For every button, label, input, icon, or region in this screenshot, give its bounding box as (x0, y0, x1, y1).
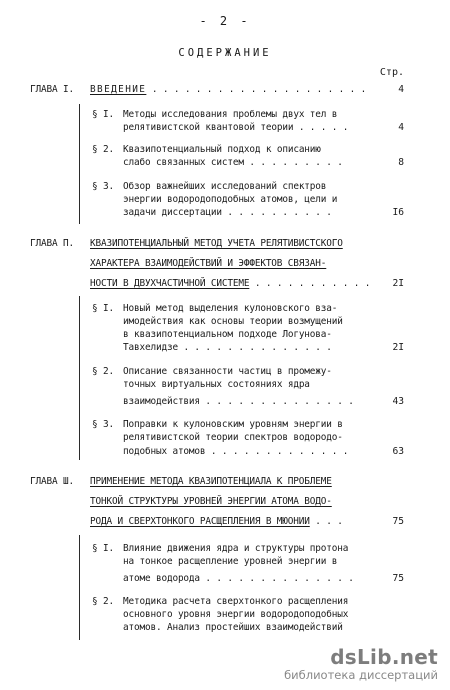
page-number: - 2 - (199, 14, 251, 28)
ch3-sec1-line1: Влияние движения ядра и структуры протона (123, 543, 349, 554)
chapter-2-page: 2I (392, 278, 404, 289)
page-column-label: Стр. (379, 67, 404, 78)
ch2-sec3-page: 63 (392, 446, 404, 457)
chapter-2-title-line1: КВАЗИПОТЕНЦИАЛЬНЫЙ МЕТОД УЧЕТА РЕЛЯТИВИСТСКОГО (90, 238, 343, 249)
chapter-3-title-line2: ТОНКОЙ СТРУКТУРЫ УРОВНЕЙ ЭНЕРГИИ АТОМА ВОДО- (90, 496, 332, 507)
ch2-sec2-page: 43 (392, 396, 404, 407)
ch2-sec2-line3: взаимодействия . . . . . . . . . . . . . . (123, 396, 354, 407)
ch2-sec1-line4: Тавхелидзе . . . . . . . . . . . . . . (123, 342, 332, 353)
ch2-sec1-line2: имодействия как основы теории возмущений (123, 316, 343, 327)
chapter-3-page: 75 (392, 516, 404, 527)
ch2-sec2-num: § 2. (92, 366, 114, 377)
ch2-sec1-page: 2I (392, 342, 404, 353)
watermark (284, 646, 438, 682)
ch2-sec2-line2: точных виртуальных состояниях ядра (123, 379, 310, 390)
chapter-2-bracket (79, 296, 80, 460)
ch2-sec2-line1: Описание связанности частиц в промежу- (123, 366, 332, 377)
ch3-sec2-line2: основного уровня энергии водородоподобных (123, 609, 349, 620)
page-title: СОДЕРЖАНИЕ (178, 47, 272, 59)
chapter-1-page: 4 (398, 84, 404, 95)
ch1-sec3-num: § 3. (92, 181, 114, 192)
chapter-2-label: ГЛАВА П. (30, 238, 74, 249)
ch2-sec1-num: § I. (92, 303, 114, 314)
ch2-sec3-line3: подобных атомов . . . . . . . . . . . . . (123, 446, 349, 457)
chapter-3-title-line3: РОДА И СВЕРХТОНКОГО РАСЩЕПЛЕНИЯ В МЮОНИИ . . . (90, 516, 343, 527)
ch1-sec2-line1: Квазипотенциальный подход к описанию (123, 144, 321, 155)
chapter-1-title: ВВЕДЕНИЕ . . . . . . . . . . . . . . . . . . . . (90, 84, 367, 95)
chapter-1-bracket (79, 104, 80, 224)
ch1-sec3-line2: энергии водородоподобных атомов, цели и (123, 194, 338, 205)
chapter-3-title-line1: ПРИМЕНЕНИЕ МЕТОДА КВАЗИПОТЕНЦИАЛА К ПРОБЛЕМЕ (90, 476, 332, 487)
ch2-sec3-line1: Поправки к кулоновским уровням энергии в (123, 419, 343, 430)
ch2-sec3-line2: релятивистской теории спектров водородо- (123, 432, 343, 443)
ch1-sec1-num: § I. (92, 109, 114, 120)
ch3-sec2-num: § 2. (92, 596, 114, 607)
ch1-sec2-line2: слабо связанных систем . . . . . . . . . (123, 157, 343, 168)
ch2-sec1-line1: Новый метод выделения кулоновского вза- (123, 303, 338, 314)
ch3-sec1-line3: атоме водорода . . . . . . . . . . . . . . (123, 573, 354, 584)
ch3-sec2-line3: атомов. Анализ простейших взаимодействий (123, 622, 343, 633)
watermark-logo: dsLib.net (330, 645, 438, 669)
ch1-sec2-page: 8 (398, 157, 404, 168)
chapter-3-bracket (79, 535, 80, 640)
ch1-sec1-line2: релятивистской квантовой теории . . . . . (123, 122, 349, 133)
chapter-1-label: ГЛАВА I. (30, 84, 74, 95)
chapter-2-title-line3: НОСТИ В ДВУХЧАСТИЧНОЙ СИСТЕМЕ . . . . . . . . . . . (90, 278, 371, 289)
ch1-sec3-line1: Обзор важнейших исследований спектров (123, 181, 327, 192)
ch2-sec1-line3: в квазипотенциальном подходе Логунова- (123, 329, 332, 340)
chapter-2-title-line2: ХАРАКТЕРА ВЗАИМОДЕЙСТВИЙ И ЭФФЕКТОВ СВЯЗАН- (90, 258, 327, 269)
ch1-sec2-num: § 2. (92, 144, 114, 155)
ch2-sec3-num: § 3. (92, 419, 114, 430)
chapter-3-label: ГЛАВА Ш. (30, 476, 74, 487)
ch3-sec2-line1: Методика расчета сверхтонкого расщепления (123, 596, 349, 607)
ch3-sec1-page: 75 (392, 573, 404, 584)
watermark-subtitle: библиотека диссертаций (284, 668, 438, 682)
ch1-sec3-page: I6 (392, 207, 404, 218)
ch3-sec1-line2: на тонкое расщепление уровней энергии в (123, 556, 338, 567)
ch1-sec1-page: 4 (398, 122, 404, 133)
ch1-sec1-line1: Методы исследования проблемы двух тел в (123, 109, 338, 120)
ch1-sec3-line3: задачи диссертации . . . . . . . . . . (123, 207, 332, 218)
ch3-sec1-num: § I. (92, 543, 114, 554)
